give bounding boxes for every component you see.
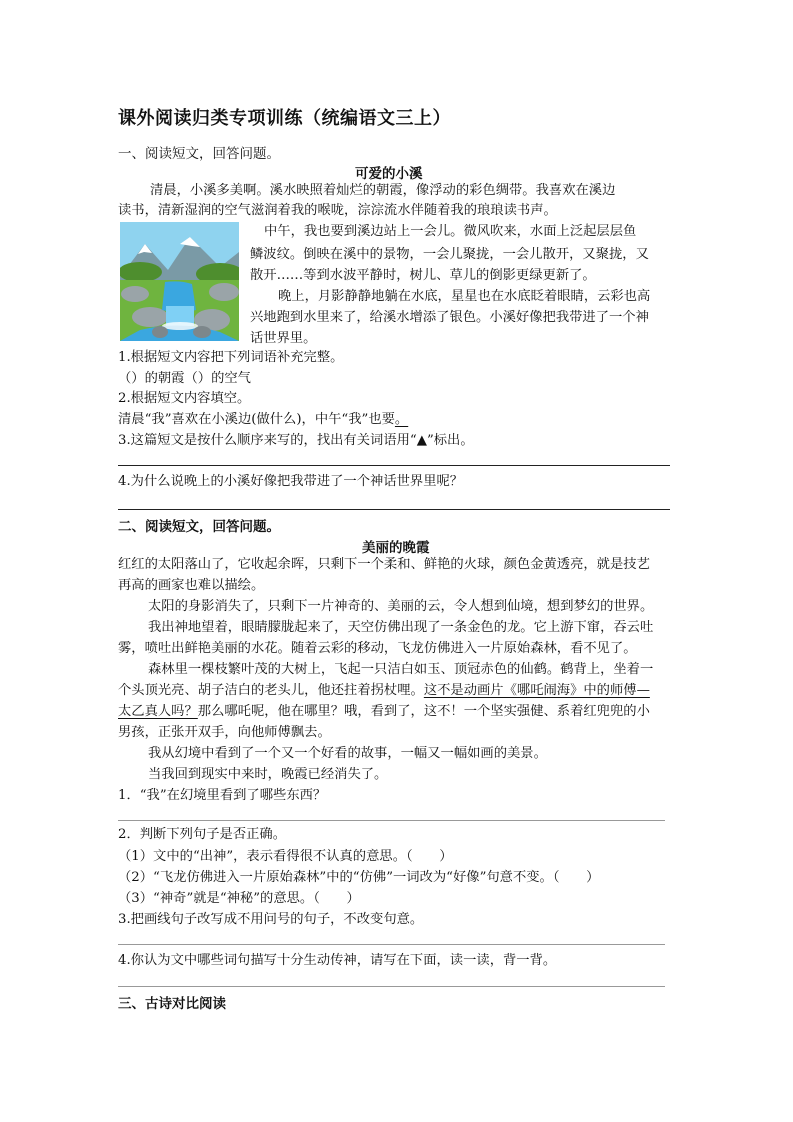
s1-question-2-answer-blank[interactable]: 。 [394, 412, 409, 427]
s1-question-2-text [118, 410, 408, 430]
s2-question-4: 4.你认为文中哪些词句描写十分生动传神，请写在下面，读一读，背一背。 [118, 953, 557, 968]
section3-heading: 三、古诗对比阅读 [118, 996, 226, 1012]
s1-p1-line2: 读书，清新湿润的空气滋润着我的喉咙，淙淙流水伴随着我的琅琅读书声。 [118, 203, 557, 218]
s2-answer-line-3[interactable] [118, 944, 665, 945]
s1-answer-line-4[interactable] [118, 509, 670, 510]
s1-p2-line1: 中午，我也要到溪边站上一会儿。微风吹来，水面上泛起层层鱼 [264, 224, 637, 239]
s2-p1-line2: 再高的画家也难以描绘。 [118, 578, 265, 593]
s2-answer-line-4[interactable] [118, 986, 665, 987]
s1-p1-line1: 清晨，小溪多美啊。溪水映照着灿烂的朝霞，像浮动的彩色绸带。我喜欢在溪边 [150, 183, 616, 198]
s1-p2-line2: 鳞波纹。倒映在溪中的景物，一会儿聚拢，一会儿散开，又聚拢，又 [250, 247, 649, 262]
s1-p2-line3: 散开……等到水波平静时，树儿、草儿的倒影更绿更新了。 [250, 268, 596, 283]
s2-p3-line1: 我出神地望着，眼睛朦胧起来了，天空仿佛出现了一条金色的龙。它上游下窜，吞云吐 [148, 620, 654, 635]
s2-question-2-item-3: （3）“神奇”就是“神秘”的意思。（ ） [118, 891, 360, 906]
s2-p4-line4: 男孩，正张开双手，向他师傅飘去。 [118, 725, 331, 740]
s2-p4-line2 [118, 681, 650, 701]
section2-heading: 二、阅读短文，回答问题。 [118, 519, 280, 535]
s1-question-3: 3.这篇短文是按什么顺序来写的，找出有关词语用“▲”标出。 [118, 433, 474, 448]
s1-question-1-blanks[interactable]: （）的朝霞（）的空气 [118, 371, 251, 386]
s2-question-3: 3.把画线句子改写成不用问号的句子，不改变句意。 [118, 912, 424, 927]
s1-question-1: 1.根据短文内容把下列词语补充完整。 [118, 350, 344, 365]
page-title: 课外阅读归类专项训练（统编语文三上） [118, 108, 451, 129]
s2-underlined-sentence-part2: 太乙真人吗？ [118, 704, 198, 719]
s2-question-1: 1．“我”在幻境里看到了哪些东西？ [118, 788, 327, 803]
s2-underlined-sentence-part1: 这不是动画片《哪吒闹海》中的师傅— [423, 683, 650, 698]
s2-answer-line-1[interactable] [118, 820, 665, 821]
s2-p3-line2: 雾，喷吐出鲜艳美丽的水花。随着云彩的移动，飞龙仿佛进入一片原始森林，看不见了。 [118, 641, 637, 656]
s2-p6: 当我回到现实中来时，晚霞已经消失了。 [148, 767, 388, 782]
s1-p3-line1: 晚上，月影静静地躺在水底，星星也在水底眨着眼睛，云彩也高 [278, 289, 651, 304]
section1-heading: 一、阅读短文，回答问题。 [118, 146, 280, 162]
s2-p4-line2-text: 个头顶光亮、胡子洁白的老头儿，他还拄着拐杖哩。 [118, 683, 424, 698]
s1-p3-line2: 兴地跑到水里来了，给溪水增添了银色。小溪好像把我带进了一个神 [250, 310, 649, 325]
section2-story-title: 美丽的晚霞 [362, 540, 430, 556]
s2-p2: 太阳的身影消失了，只剩下一片神奇的、美丽的云，令人想到仙境，想到梦幻的世界。 [148, 599, 654, 614]
s2-question-2-item-2: （2）“飞龙仿佛进入一片原始森林”中的“仿佛”一词改为“好像”句意不变。（ ） [118, 870, 600, 885]
s1-question-2-prompt: 清晨“我”喜欢在小溪边(做什么)，中午“我”也要 [118, 412, 395, 427]
s2-p4-line3 [118, 702, 650, 722]
s1-p3-line3: 话世界里。 [250, 331, 317, 346]
s2-question-2: 2．判断下列句子是否正确。 [118, 827, 287, 842]
s2-p1-line1: 红红的太阳落山了，它收起余晖，只剩下一个柔和、鲜艳的火球，颜色金黄透亮，就是技艺 [118, 557, 650, 572]
s1-question-2: 2.根据短文内容填空。 [118, 391, 251, 406]
section1-story-title: 可爱的小溪 [355, 166, 423, 182]
s2-p4-line3-text: 那么哪吒呢，他在哪里？哦，看到了，这不！一个坚实强健、系着红兜兜的小 [197, 704, 650, 719]
s2-question-2-item-1: （1）文中的“出神”，表示看得很不认真的意思。（ ） [118, 849, 453, 864]
s2-p5: 我从幻境中看到了一个又一个好看的故事，一幅又一幅如画的美景。 [148, 746, 547, 761]
creek-illustration [120, 222, 239, 341]
s1-question-4: 4.为什么说晚上的小溪好像把我带进了一个神话世界里呢？ [118, 474, 464, 489]
s1-answer-line-3[interactable] [118, 465, 670, 466]
s2-p4-line1: 森林里一棵枝繁叶茂的大树上，飞起一只洁白如玉、顶冠赤色的仙鹤。鹤背上，坐着一 [148, 662, 654, 677]
